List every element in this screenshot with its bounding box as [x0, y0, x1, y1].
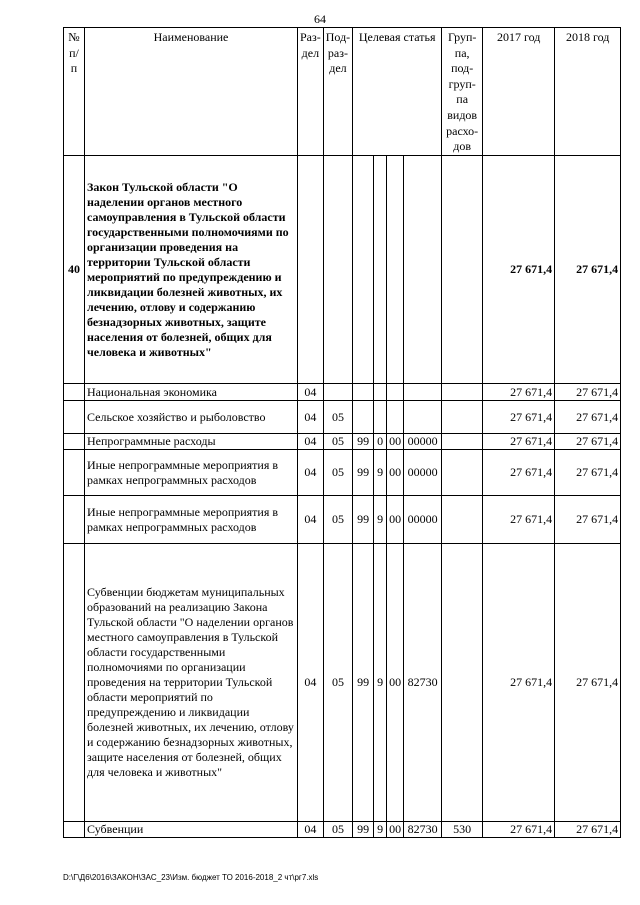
row-target-2: 9 — [374, 822, 387, 838]
row-target-3: 00 — [387, 434, 404, 450]
row-amount-2018: 27 671,4 — [555, 450, 621, 496]
row-name: Сельское хозяйство и рыболовство — [85, 401, 298, 434]
row-razdel: 04 — [298, 384, 324, 401]
header-podrazdel: Под- раз- дел — [323, 28, 352, 156]
row-name: Иные непрограммные мероприятия в рамках непрограммных расходов — [85, 496, 298, 544]
table-row — [64, 401, 621, 434]
table-row — [64, 450, 621, 496]
row-amount-2017: 27 671,4 — [483, 384, 555, 401]
row-num: 40 — [64, 156, 85, 384]
row-podrazdel — [323, 384, 352, 401]
row-target-3: 00 — [387, 544, 404, 822]
row-podrazdel: 05 — [323, 496, 352, 544]
row-razdel: 04 — [298, 401, 324, 434]
row-target-4: 82730 — [404, 544, 442, 822]
row-expense-group — [442, 434, 483, 450]
row-target-1: 99 — [353, 434, 374, 450]
row-target-4 — [404, 401, 442, 434]
row-razdel: 04 — [298, 450, 324, 496]
row-target-2: 9 — [374, 496, 387, 544]
row-podrazdel: 05 — [323, 544, 352, 822]
table-header — [64, 28, 621, 156]
row-name: Непрограммные расходы — [85, 434, 298, 450]
row-amount-2017: 27 671,4 — [483, 496, 555, 544]
row-num — [64, 544, 85, 822]
row-podrazdel: 05 — [323, 822, 352, 838]
row-expense-group — [442, 544, 483, 822]
budget-table — [63, 27, 621, 838]
header-expense-group: Груп- па, под- груп- па видов расхо- дов — [442, 28, 483, 156]
row-target-3: 00 — [387, 450, 404, 496]
row-amount-2017: 27 671,4 — [483, 434, 555, 450]
row-num — [64, 450, 85, 496]
row-target-1: 99 — [353, 822, 374, 838]
row-expense-group — [442, 496, 483, 544]
row-amount-2018: 27 671,4 — [555, 384, 621, 401]
row-target-4: 00000 — [404, 450, 442, 496]
table-row — [64, 384, 621, 401]
row-amount-2017: 27 671,4 — [483, 156, 555, 384]
row-expense-group — [442, 384, 483, 401]
header-razdel: Раз- дел — [298, 28, 324, 156]
row-expense-group — [442, 450, 483, 496]
table-row — [64, 156, 621, 384]
row-amount-2018: 27 671,4 — [555, 822, 621, 838]
row-target-4 — [404, 384, 442, 401]
row-name: Национальная экономика — [85, 384, 298, 401]
page-number: 64 — [314, 12, 326, 26]
row-target-3: 00 — [387, 496, 404, 544]
row-target-4: 82730 — [404, 822, 442, 838]
row-target-1: 99 — [353, 496, 374, 544]
row-expense-group: 530 — [442, 822, 483, 838]
row-num — [64, 822, 85, 838]
row-target-1: 99 — [353, 450, 374, 496]
row-target-4: 00000 — [404, 434, 442, 450]
row-target-2 — [374, 384, 387, 401]
row-name: Субвенции — [85, 822, 298, 838]
row-razdel: 04 — [298, 822, 324, 838]
row-target-3 — [387, 156, 404, 384]
row-name: Закон Тульской области "О наделении органов местного самоуправления в Тульской области государственными полномочиями по организации проведения на территории Тульской области мероприятий по предупреждению и ликвидации болезней животных, их лечению, отлову и содержанию безнадзорных животных, защите населения от болезней, общих для человека и животных" — [85, 156, 298, 384]
row-target-1 — [353, 156, 374, 384]
row-name: Субвенции бюджетам муниципальных образований на реализацию Закона Тульской области "О наделении органов местного самоуправления в Тульской области государственными полномочиями по организации проведения на территории Тульской области мероприятий по предупреждению и ликвидации болезней животных, их лечению, отлову и содержанию безнадзорных животных, защите населения от болезней, общих для человека и животных" — [85, 544, 298, 822]
row-num — [64, 384, 85, 401]
row-target-2: 0 — [374, 434, 387, 450]
table-row — [64, 496, 621, 544]
row-target-2: 9 — [374, 544, 387, 822]
row-podrazdel: 05 — [323, 450, 352, 496]
row-target-1 — [353, 401, 374, 434]
row-target-1: 99 — [353, 544, 374, 822]
row-num — [64, 434, 85, 450]
row-target-4 — [404, 156, 442, 384]
row-target-1 — [353, 384, 374, 401]
row-razdel — [298, 156, 324, 384]
header-name: Наименование — [85, 28, 298, 156]
header-target-article: Целевая статья — [353, 28, 442, 156]
row-amount-2018: 27 671,4 — [555, 434, 621, 450]
row-amount-2017: 27 671,4 — [483, 544, 555, 822]
row-target-3 — [387, 384, 404, 401]
row-target-3: 00 — [387, 822, 404, 838]
row-razdel: 04 — [298, 496, 324, 544]
table-row — [64, 822, 621, 838]
header-year-2017: 2017 год — [483, 28, 555, 156]
row-target-2 — [374, 401, 387, 434]
row-razdel: 04 — [298, 434, 324, 450]
row-amount-2018: 27 671,4 — [555, 544, 621, 822]
row-amount-2018: 27 671,4 — [555, 496, 621, 544]
row-amount-2018: 27 671,4 — [555, 401, 621, 434]
row-amount-2017: 27 671,4 — [483, 450, 555, 496]
row-num — [64, 401, 85, 434]
row-target-2 — [374, 156, 387, 384]
row-amount-2017: 27 671,4 — [483, 822, 555, 838]
header-year-2018: 2018 год — [555, 28, 621, 156]
row-podrazdel: 05 — [323, 401, 352, 434]
row-razdel: 04 — [298, 544, 324, 822]
row-expense-group — [442, 401, 483, 434]
row-name: Иные непрограммные мероприятия в рамках непрограммных расходов — [85, 450, 298, 496]
row-target-4: 00000 — [404, 496, 442, 544]
row-amount-2018: 27 671,4 — [555, 156, 621, 384]
header-num: № п/ п — [64, 28, 85, 156]
table-row — [64, 434, 621, 450]
row-amount-2017: 27 671,4 — [483, 401, 555, 434]
row-expense-group — [442, 156, 483, 384]
footer-file-path: D:\Г\Д6\2016\ЗАКОН\ЗАС_23\Изм. бюджет ТО 2016-2018_2 чт\рг7.xls — [63, 873, 319, 882]
row-podrazdel — [323, 156, 352, 384]
row-target-3 — [387, 401, 404, 434]
table-row — [64, 544, 621, 822]
row-num — [64, 496, 85, 544]
row-podrazdel: 05 — [323, 434, 352, 450]
row-target-2: 9 — [374, 450, 387, 496]
